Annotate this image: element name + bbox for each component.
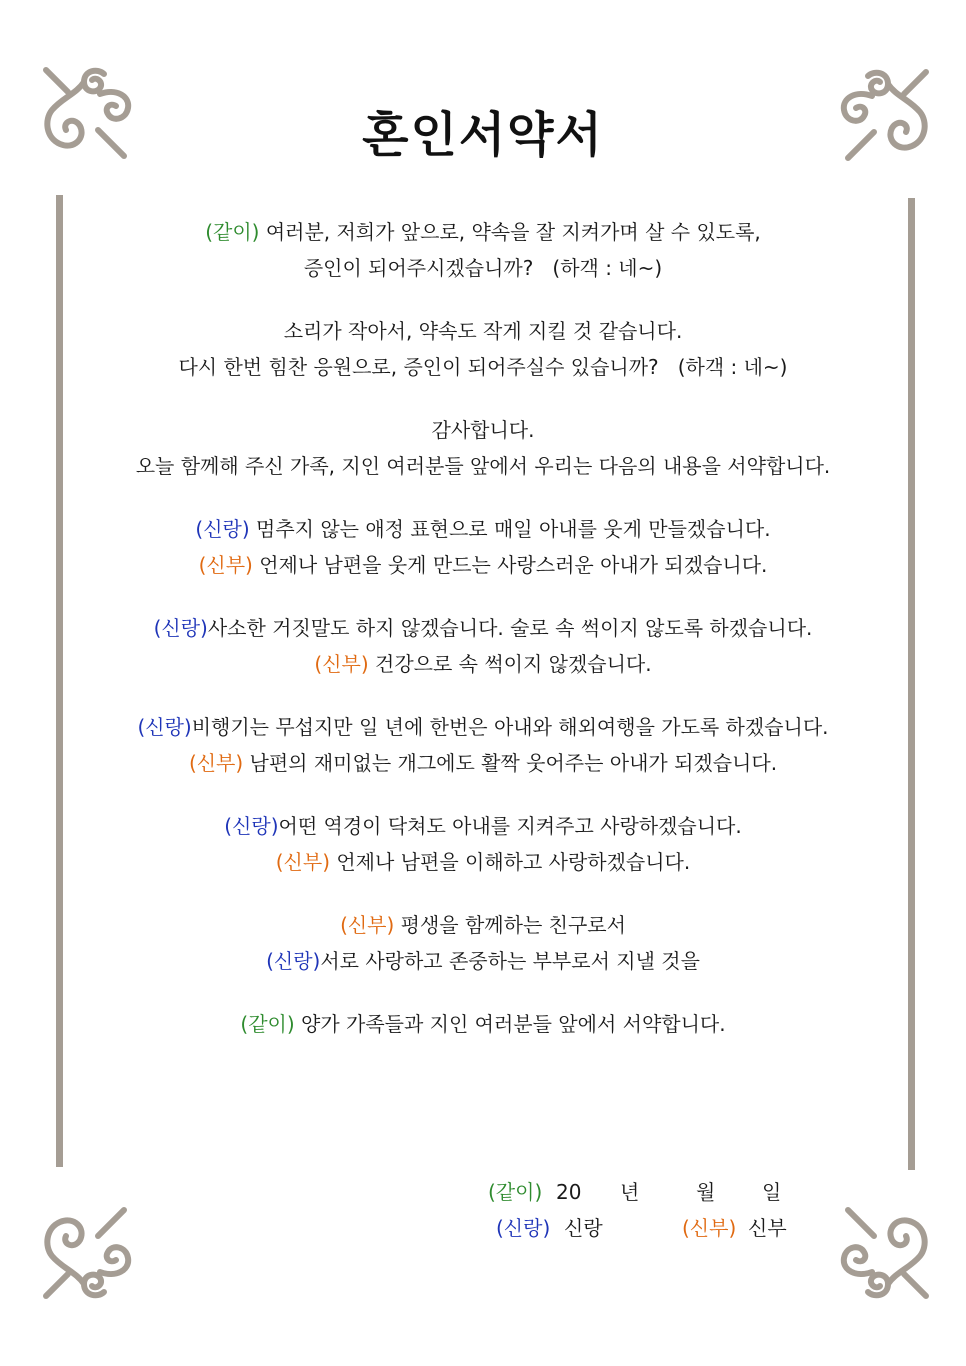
- bride-speaker-tag: (신부): [340, 913, 395, 937]
- vow-paragraph: [90, 709, 876, 781]
- groom-speaker-tag: (신랑): [137, 715, 192, 739]
- vow-line: [90, 709, 876, 745]
- vow-paragraph: [90, 313, 876, 385]
- signer-row: [440, 1210, 840, 1246]
- vow-text: 다시 한번 힘찬 응원으로, 증인이 되어주실수 있습니까? (하객 : 네~): [178, 355, 788, 379]
- vow-text: 건강으로 속 썩이지 않겠습니다.: [375, 652, 652, 676]
- year-prefix: 20: [556, 1180, 582, 1204]
- vow-line: [90, 448, 876, 484]
- vow-line: [90, 610, 876, 646]
- groom-speaker-tag: (신랑): [266, 949, 321, 973]
- groom-tag: (신랑): [496, 1216, 551, 1240]
- vow-paragraph: [90, 1006, 876, 1042]
- signature-block: [440, 1174, 840, 1246]
- vow-text: 감사합니다.: [431, 418, 535, 442]
- vow-line: [90, 844, 876, 880]
- vow-line: [90, 1006, 876, 1042]
- vow-line: [90, 214, 876, 250]
- vow-text: 남편의 재미없는 개그에도 활짝 웃어주는 아내가 되겠습니다.: [249, 751, 778, 775]
- vow-text: 증인이 되어주시겠습니까? (하객 : 네~): [303, 256, 663, 280]
- vow-paragraph: [90, 610, 876, 682]
- bride-label: 신부: [748, 1216, 787, 1240]
- together-speaker-tag: (같이): [205, 220, 260, 244]
- bride-speaker-tag: (신부): [188, 751, 244, 775]
- vow-paragraph: [90, 214, 876, 286]
- vow-line: [90, 547, 876, 583]
- vow-line: [90, 943, 876, 979]
- vow-line: [90, 250, 876, 286]
- date-row: [440, 1174, 840, 1210]
- vow-text: 어떤 역경이 닥쳐도 아내를 지켜주고 사랑하겠습니다.: [278, 814, 742, 838]
- bride-tag: (신부): [682, 1216, 737, 1240]
- vow-paragraph: [90, 808, 876, 880]
- vow-content: [90, 214, 876, 1069]
- date-tag: (같이): [488, 1180, 543, 1204]
- vow-paragraph: [90, 907, 876, 979]
- vow-text: 평생을 함께하는 친구로서: [400, 913, 626, 937]
- vow-text: 소리가 작아서, 약속도 작게 지킬 것 같습니다.: [283, 319, 683, 343]
- bride-speaker-tag: (신부): [314, 652, 369, 676]
- groom-speaker-tag: (신랑): [153, 616, 208, 640]
- vow-paragraph: [90, 412, 876, 484]
- day-label: 일: [762, 1180, 782, 1204]
- right-border-line: [908, 198, 915, 1170]
- bride-speaker-tag: (신부): [275, 850, 330, 874]
- vow-text: 서로 사랑하고 존중하는 부부로서 지낼 것을: [320, 949, 700, 973]
- bride-speaker-tag: (신부): [198, 553, 253, 577]
- groom-label: 신랑: [564, 1216, 603, 1240]
- vow-text: 양가 가족들과 지인 여러분들 앞에서 서약합니다.: [301, 1012, 726, 1036]
- swirl-ornament-icon: [38, 1206, 134, 1302]
- swirl-ornament-icon: [838, 1206, 934, 1302]
- vow-text: 사소한 거짓말도 하지 않겠습니다. 술로 속 썩이지 않도록 하겠습니다.: [207, 616, 813, 640]
- groom-speaker-tag: (신랑): [224, 814, 279, 838]
- vow-line: [90, 745, 876, 781]
- groom-speaker-tag: (신랑): [195, 517, 250, 541]
- vow-line: [90, 313, 876, 349]
- year-label: 년: [620, 1180, 640, 1204]
- page-title: 혼인서약서: [362, 107, 604, 163]
- vow-text: 멈추지 않는 애정 표현으로 매일 아내를 웃게 만들겠습니다.: [256, 517, 771, 541]
- vow-line: [90, 808, 876, 844]
- vow-text: 언제나 남편을 웃게 만드는 사랑스러운 아내가 되겠습니다.: [259, 553, 768, 577]
- left-border-line: [56, 195, 63, 1167]
- vow-text: 비행기는 무섭지만 일 년에 한번은 아내와 해외여행을 가도록 하겠습니다.: [191, 715, 829, 739]
- vow-line: [90, 511, 876, 547]
- together-speaker-tag: (같이): [240, 1012, 295, 1036]
- vow-line: [90, 412, 876, 448]
- vow-text: 여러분, 저희가 앞으로, 약속을 잘 지켜가며 살 수 있도록,: [265, 220, 761, 244]
- vow-line: [90, 349, 876, 385]
- vow-line: [90, 907, 876, 943]
- vow-paragraph: [90, 511, 876, 583]
- vow-line: [90, 646, 876, 682]
- month-label: 월: [696, 1180, 716, 1204]
- vow-text: 언제나 남편을 이해하고 사랑하겠습니다.: [336, 850, 691, 874]
- vow-text: 오늘 함께해 주신 가족, 지인 여러분들 앞에서 우리는 다음의 내용을 서약합니다.: [135, 454, 831, 478]
